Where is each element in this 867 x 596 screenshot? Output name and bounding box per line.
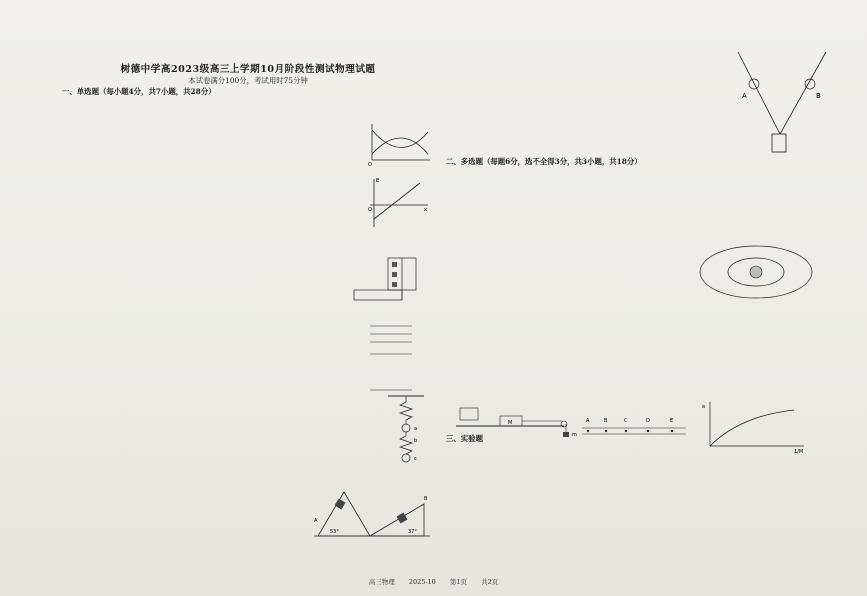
q11-tape-b: B — [604, 418, 608, 424]
q11-tape-a: A — [586, 418, 590, 424]
q4-energy-levels — [366, 320, 430, 394]
section-multi-choice: 二、多选题（每题6分，选不全得3分，共3小题，共18分） — [446, 157, 642, 166]
q6-spring-figure — [384, 392, 430, 464]
q5-angle-a: 53° — [330, 529, 339, 535]
q5-point-b: B — [424, 496, 428, 502]
q11-weight-label: m — [572, 432, 577, 438]
exam-subtitle: 本试卷满分100分，考试用时75分钟 — [188, 75, 308, 85]
footer-subject: 高三物理 — [368, 578, 395, 586]
q2-figure — [364, 175, 432, 229]
q2-x-label: x — [424, 207, 427, 213]
section-single-choice: 一、单选题（每小题4分，共7小题，共28分） — [62, 87, 216, 97]
footer-total: 共2页 — [481, 578, 499, 586]
q11-tape-figure — [580, 404, 690, 444]
q9-orbit-figure — [694, 240, 830, 304]
q11-graph-figure — [700, 398, 812, 454]
q11-tape-d: D — [646, 418, 650, 424]
section-experiment: 三、实验题 — [446, 433, 483, 443]
q2-e-label: E — [376, 178, 380, 184]
footer-page: 第1页 — [449, 578, 468, 586]
q5-incline-figure — [312, 478, 432, 540]
q11-tape-e: E — [670, 418, 674, 424]
q11-tape-c: C — [624, 418, 628, 424]
q11-graph-x: 1/M — [794, 449, 804, 454]
page-footer — [0, 577, 867, 586]
q7-suspension-figure — [730, 48, 840, 156]
q6-label-c: c — [414, 456, 417, 462]
q7-label-a: A — [742, 92, 747, 100]
q11-apparatus-figure — [454, 396, 580, 438]
q5-point-a: A — [314, 518, 318, 524]
q3-figure — [352, 248, 422, 308]
q6-label-a: a — [414, 426, 418, 432]
q7-label-b: B — [816, 92, 821, 100]
q6-label-b: b — [414, 438, 418, 444]
exam-title: 树德中学高2023级高三上学期10月阶段性测试物理试题 — [120, 64, 376, 75]
q5-angle-b: 37° — [408, 529, 417, 535]
q1-figure — [368, 120, 434, 166]
q11-graph-y: a — [702, 404, 706, 410]
q2-origin: O — [368, 207, 372, 213]
q11-cart-label: M — [508, 420, 513, 426]
q1-origin: O — [368, 162, 372, 166]
footer-date: 2025-10 — [408, 578, 436, 586]
